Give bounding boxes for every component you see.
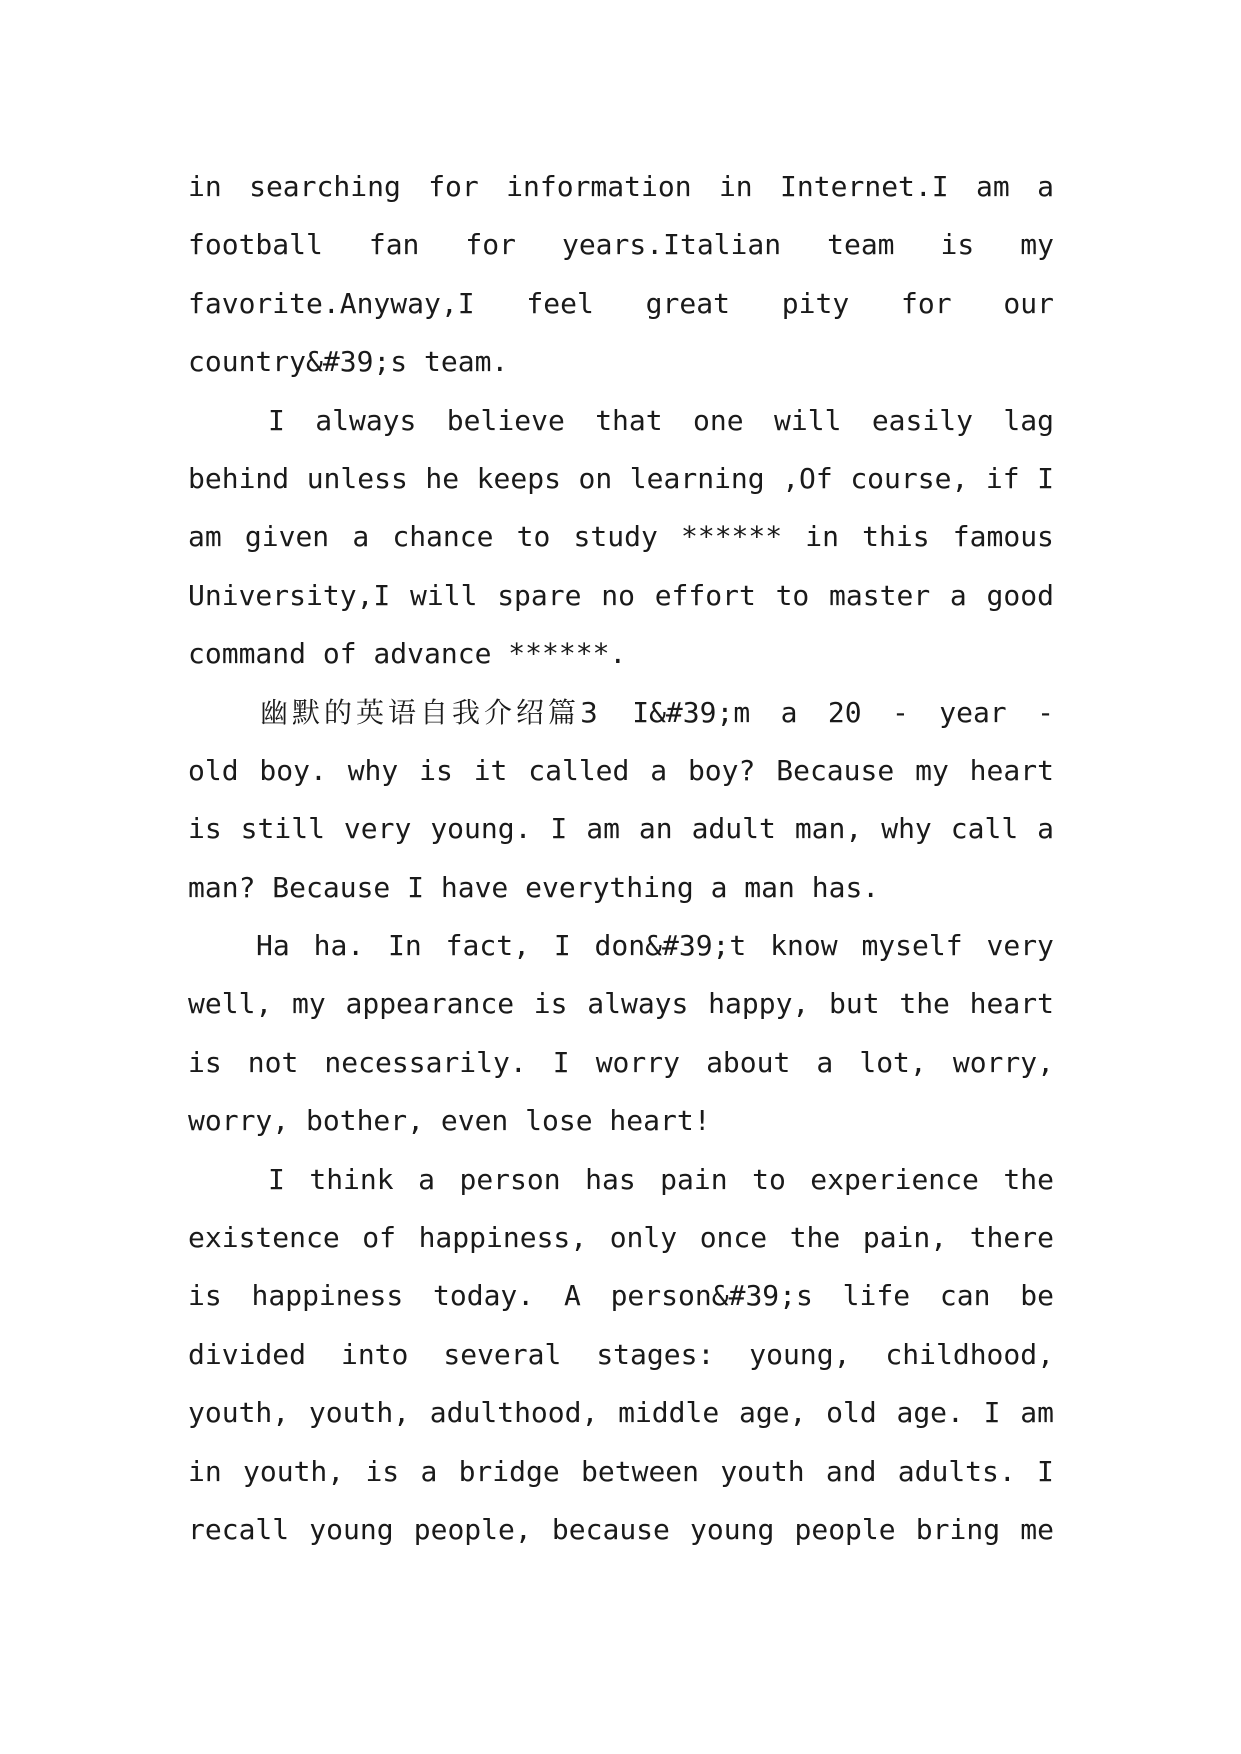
section-heading: 幽默的英语自我介绍篇3 <box>260 695 602 729</box>
word: fan <box>368 228 420 262</box>
word: effort <box>654 578 756 612</box>
text-line <box>188 216 1054 274</box>
text-line <box>188 742 1054 800</box>
word: 20 <box>827 695 862 729</box>
word: me <box>1020 1512 1054 1546</box>
word: people, <box>413 1512 532 1546</box>
word: Internet.I <box>780 170 949 203</box>
word: spare <box>497 578 582 612</box>
word: think <box>309 1162 394 1196</box>
word: for <box>465 228 516 262</box>
word: youth <box>720 1454 805 1488</box>
text-line <box>188 1443 1054 1501</box>
word: of <box>362 1221 396 1255</box>
word: people <box>794 1512 896 1546</box>
word: is <box>940 228 975 262</box>
word: only <box>609 1221 678 1255</box>
word: searching <box>249 170 401 203</box>
word: he <box>425 461 460 495</box>
word: University,I <box>188 578 391 612</box>
word: I <box>983 1396 1001 1430</box>
word: person&#39;s <box>610 1279 813 1313</box>
word: on <box>578 461 613 495</box>
word: behind <box>188 461 290 495</box>
word: between <box>581 1454 700 1488</box>
word: well, <box>188 987 273 1021</box>
word: is <box>188 1045 222 1079</box>
word: adulthood, <box>429 1396 599 1430</box>
word: always <box>315 403 417 437</box>
word: pain <box>660 1162 728 1196</box>
text-line <box>188 567 1054 625</box>
word: old <box>188 753 239 787</box>
word: age, <box>738 1396 807 1430</box>
word: boy. <box>259 753 327 787</box>
text-line <box>188 917 1054 975</box>
word: call <box>950 812 1019 846</box>
word: a <box>1037 170 1054 203</box>
word: divided <box>188 1337 307 1371</box>
text-line <box>188 275 1054 333</box>
word: bring <box>915 1512 1001 1546</box>
word: has <box>585 1162 636 1196</box>
word: always <box>587 987 689 1021</box>
text-line <box>188 1151 1054 1209</box>
word: unless <box>306 461 408 495</box>
word: know <box>770 929 838 963</box>
word: to <box>752 1162 786 1196</box>
paragraph-last-line: worry, bother, even lose heart! <box>188 1104 711 1138</box>
word: adults. <box>897 1454 1016 1488</box>
word: very <box>986 929 1054 963</box>
text-line <box>188 1092 1054 1150</box>
word: existence <box>188 1221 340 1255</box>
text-line <box>188 859 1054 917</box>
word: ,Of <box>782 461 833 495</box>
word: learning <box>629 461 765 495</box>
word: for <box>901 286 952 320</box>
word: worry <box>595 1045 680 1079</box>
word: no <box>601 578 635 612</box>
word: team <box>827 228 895 262</box>
word: if <box>985 461 1020 495</box>
word: middle <box>618 1396 720 1430</box>
word: can <box>939 1279 991 1313</box>
word: is <box>365 1454 400 1488</box>
word: I <box>1037 1454 1054 1488</box>
word: still <box>240 812 325 846</box>
word: I <box>268 1162 285 1196</box>
text-line <box>188 1267 1054 1325</box>
word: necessarily. <box>324 1045 527 1079</box>
word: years.Italian <box>561 228 782 262</box>
word: I <box>1037 461 1054 495</box>
text-line <box>188 975 1054 1033</box>
word: into <box>340 1337 409 1371</box>
word: to <box>516 520 551 554</box>
word: given <box>244 520 330 554</box>
word: I&#39;m <box>632 695 751 729</box>
word: a <box>420 1454 438 1488</box>
word: keeps <box>476 461 561 495</box>
word: person <box>459 1162 561 1196</box>
word: youth, <box>308 1396 411 1430</box>
word: ha. <box>313 929 365 963</box>
word: worry, <box>952 1045 1054 1079</box>
word: master <box>829 578 931 612</box>
word: will <box>774 403 842 437</box>
word: pity <box>781 286 850 320</box>
word: am <box>586 812 620 846</box>
word: is <box>419 753 453 787</box>
word: year <box>939 695 1007 729</box>
word: favorite.Anyway,I <box>188 286 475 320</box>
word: will <box>410 578 478 612</box>
word: youth, <box>243 1454 345 1488</box>
word: lot, <box>859 1045 927 1079</box>
word: be <box>1020 1279 1054 1313</box>
word: is <box>188 1279 222 1313</box>
word: that <box>595 403 663 437</box>
paragraph-last-line: command of advance ******. <box>188 637 627 671</box>
text-line <box>188 333 1054 391</box>
word: Ha <box>256 929 290 963</box>
word: a <box>949 578 967 612</box>
text-line <box>188 684 1054 742</box>
word: happiness, <box>418 1221 588 1255</box>
word: called <box>528 753 630 787</box>
word: bridge <box>458 1454 560 1488</box>
word: myself <box>861 929 963 963</box>
word: in <box>805 520 840 554</box>
word: adult <box>691 812 776 846</box>
word: recall <box>188 1512 290 1546</box>
word: heart <box>969 987 1054 1021</box>
word: information <box>506 170 692 203</box>
text-line <box>188 1034 1054 1092</box>
word: pain, <box>862 1221 948 1255</box>
word: because <box>551 1512 670 1546</box>
word: to <box>775 578 810 612</box>
word: is <box>188 812 222 846</box>
word: the <box>789 1221 841 1255</box>
word: youth, <box>188 1396 290 1430</box>
word: study <box>573 520 658 554</box>
text-line <box>188 1209 1054 1267</box>
word: lag <box>1003 403 1054 437</box>
text-line <box>188 625 1054 683</box>
word: a <box>780 695 798 729</box>
word: several <box>443 1337 562 1371</box>
word: the <box>1003 1162 1054 1196</box>
word: course, <box>850 461 969 495</box>
word: my <box>292 987 326 1021</box>
word: age. <box>896 1396 964 1430</box>
word: my <box>915 753 949 787</box>
word: a <box>352 520 370 554</box>
word: old <box>826 1396 877 1430</box>
word: heart <box>969 753 1054 787</box>
paragraph-last-line: country&#39;s team. <box>188 345 509 379</box>
word: the <box>899 987 950 1021</box>
word: young <box>690 1512 775 1546</box>
word: I <box>553 929 571 963</box>
word: our <box>1003 286 1054 320</box>
word: chance <box>392 520 494 554</box>
word: Because <box>776 753 895 787</box>
paragraph-last-line: man? Because I have everything a man has. <box>188 870 880 904</box>
word: young <box>309 1512 394 1546</box>
word: today. <box>433 1279 535 1313</box>
word: in <box>188 1454 222 1488</box>
word: In <box>388 929 422 963</box>
text-line <box>188 450 1054 508</box>
word: man, <box>794 812 863 846</box>
text-line <box>188 508 1054 566</box>
word: happiness <box>251 1279 404 1313</box>
word: one <box>693 403 744 437</box>
word: I <box>552 1045 570 1079</box>
word: young, <box>749 1337 851 1371</box>
word: great <box>645 286 730 320</box>
word: am <box>188 520 222 554</box>
word: famous <box>952 520 1054 554</box>
word: for <box>428 170 479 203</box>
text-line <box>188 158 1054 216</box>
word: an <box>638 812 673 846</box>
text-line <box>188 1384 1054 1442</box>
word: am <box>976 170 1010 203</box>
word: am <box>1020 1396 1054 1430</box>
text-line <box>188 1501 1054 1559</box>
word: why <box>347 753 399 787</box>
word: a <box>1037 812 1054 846</box>
word: fact, <box>445 929 530 963</box>
word: is <box>533 987 568 1021</box>
word: in <box>718 170 753 203</box>
word: and <box>825 1454 877 1488</box>
text-line <box>188 800 1054 858</box>
word: easily <box>871 403 973 437</box>
word: A <box>563 1279 581 1313</box>
word: I <box>268 403 285 437</box>
word: but <box>829 987 880 1021</box>
word: a <box>418 1162 435 1196</box>
word: ****** <box>680 520 783 554</box>
word: good <box>986 578 1054 612</box>
word: believe <box>446 403 565 437</box>
word: childhood, <box>885 1337 1054 1371</box>
word: my <box>1020 228 1054 262</box>
word: feel <box>526 286 594 320</box>
word: in <box>188 170 222 203</box>
word: happy, <box>708 987 810 1021</box>
word: - <box>1037 695 1054 729</box>
word: not <box>247 1045 299 1079</box>
word: about <box>706 1045 791 1079</box>
word: why <box>881 812 932 846</box>
word: a <box>816 1045 834 1079</box>
word: I <box>550 812 568 846</box>
word: very <box>343 812 412 846</box>
word: a <box>650 753 668 787</box>
word: there <box>969 1221 1054 1255</box>
word: stages: <box>596 1337 715 1371</box>
word: - <box>891 695 909 729</box>
word: this <box>862 520 930 554</box>
word: young. <box>430 812 532 846</box>
word: once <box>699 1221 768 1255</box>
word: life <box>842 1279 911 1313</box>
text-line <box>188 1326 1054 1384</box>
text-line <box>188 392 1054 450</box>
word: boy? <box>687 753 756 787</box>
word: football <box>188 228 323 262</box>
word: it <box>473 753 508 787</box>
document-body <box>188 158 1054 1559</box>
word: experience <box>810 1162 979 1196</box>
word: appearance <box>345 987 515 1021</box>
word: don&#39;t <box>594 929 747 963</box>
